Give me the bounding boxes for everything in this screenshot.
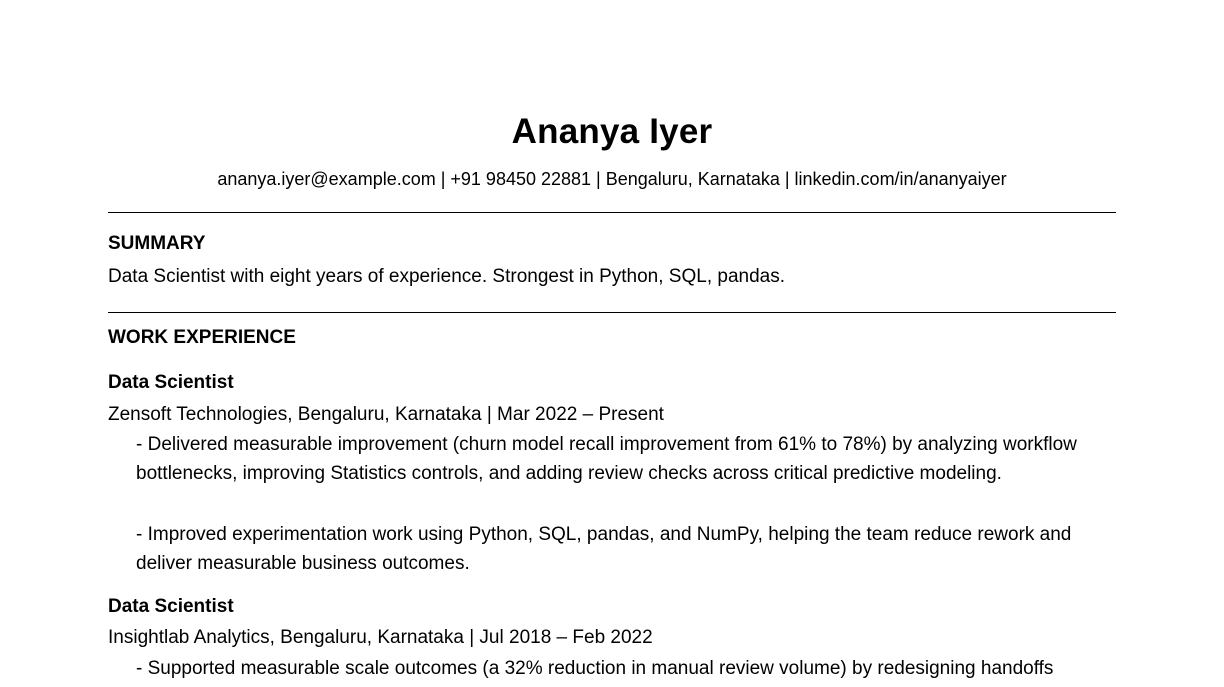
job-title: Data Scientist [108,372,234,393]
work-experience-heading: WORK EXPERIENCE [108,327,296,348]
section-divider [108,212,1116,213]
candidate-name: Ananya Iyer [511,112,713,151]
job-bullet: - Delivered measurable improvement (churn model recall improvement from 61% to 78%) by analyzing workflow bottlenecks, improving Statistics controls, and adding review checks across critical predictive modeling. [136,434,1077,484]
job-company-dates: Zensoft Technologies, Bengaluru, Karnataka | Mar 2022 – Present [108,404,664,425]
job-company-dates: Insightlab Analytics, Bengaluru, Karnataka | Jul 2018 – Feb 2022 [108,627,653,648]
job-bullet: - Improved experimentation work using Python, SQL, pandas, and NumPy, helping the team reduce rework and deliver measurable business outcomes. [136,524,1072,574]
job-bullet: - Supported measurable scale outcomes (a 32% reduction in manual review volume) by redesigning handoffs [136,658,1054,679]
job-title: Data Scientist [108,596,234,617]
summary-heading: SUMMARY [108,233,206,254]
contact-line: ananya.iyer@example.com | +91 98450 22881 | Bengaluru, Karnataka | linkedin.com/in/ananyaiyer [217,169,1007,189]
section-divider [108,312,1116,313]
summary-text: Data Scientist with eight years of experience. Strongest in Python, SQL, pandas. [108,266,785,287]
